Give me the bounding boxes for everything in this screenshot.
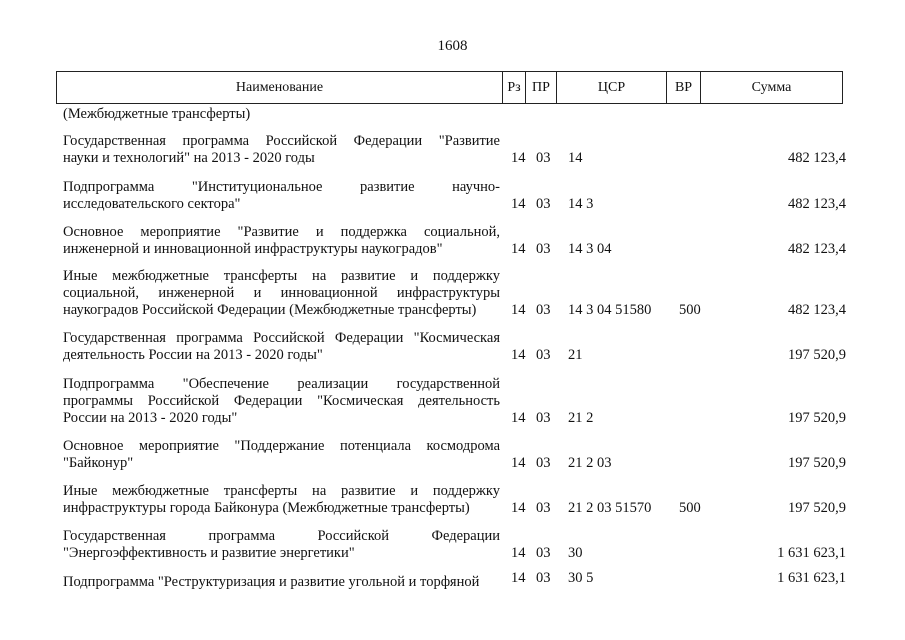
row-name-line: Государственная программа Российской Федерации "Космическая <box>63 330 500 346</box>
row-csr: 21 <box>568 347 583 363</box>
row-name-line: Подпрограмма "Обеспечение реализации государственной <box>63 376 500 392</box>
page-number: 1608 <box>437 38 468 54</box>
row-sum: 482 123,4 <box>788 241 846 257</box>
row-name <box>63 438 500 472</box>
row-name-line: инженерной и инновационной инфраструктуры наукоградов" <box>63 241 443 257</box>
row-name-line: инфраструктуры города Байконура (Межбюджетные трансферты) <box>63 500 470 516</box>
row-vr: 500 <box>679 500 701 516</box>
row-name-line: наукоградов Российской Федерации (Межбюджетные трансферты) <box>63 302 477 318</box>
row-pr: 03 <box>536 545 551 561</box>
row-vr: 500 <box>679 302 701 318</box>
continuation-label: (Межбюджетные трансферты) <box>63 106 251 122</box>
row-name <box>63 224 500 258</box>
row-name-line: Подпрограмма "Реструктуризация и развитие угольной и торфяной <box>63 574 480 590</box>
row-name <box>63 133 500 167</box>
row-name-line: Иные межбюджетные трансферты на развитие и поддержку <box>63 483 500 499</box>
row-pr: 03 <box>536 455 551 471</box>
row-rz: 14 <box>511 545 526 561</box>
row-name-line: Государственная программа Российской Федерации <box>63 528 500 544</box>
row-rz: 14 <box>511 196 526 212</box>
row-name-line: Иные межбюджетные трансферты на развитие и поддержку <box>63 268 500 284</box>
row-name-line: исследовательского сектора" <box>63 196 241 212</box>
row-name-line: науки и технологий" на 2013 - 2020 годы <box>63 150 315 166</box>
header-rz: Рз <box>503 72 526 104</box>
row-name <box>63 528 500 562</box>
row-name-line: программы Российской Федерации "Космическая деятельность <box>63 393 500 409</box>
row-name-line: социальной, инженерной и инновационной инфраструктуры <box>63 285 500 301</box>
row-csr: 21 2 <box>568 410 594 426</box>
row-pr: 03 <box>536 570 551 586</box>
row-name <box>63 268 500 319</box>
row-pr: 03 <box>536 241 551 257</box>
row-rz: 14 <box>511 150 526 166</box>
row-name-line: Основное мероприятие "Поддержание потенциала космодрома <box>63 438 500 454</box>
row-sum: 197 520,9 <box>788 500 846 516</box>
row-name <box>63 574 500 591</box>
row-name-line: Основное мероприятие "Развитие и поддержка социальной, <box>63 224 500 240</box>
row-sum: 197 520,9 <box>788 455 846 471</box>
row-pr: 03 <box>536 302 551 318</box>
row-sum: 482 123,4 <box>788 302 846 318</box>
row-csr: 30 <box>568 545 583 561</box>
row-pr: 03 <box>536 347 551 363</box>
row-rz: 14 <box>511 570 526 586</box>
row-sum: 482 123,4 <box>788 150 846 166</box>
header-name: Наименование <box>57 72 503 104</box>
row-name <box>63 376 500 427</box>
row-csr: 21 2 03 <box>568 455 612 471</box>
row-rz: 14 <box>511 241 526 257</box>
row-rz: 14 <box>511 455 526 471</box>
row-sum: 482 123,4 <box>788 196 846 212</box>
row-pr: 03 <box>536 150 551 166</box>
row-csr: 30 5 <box>568 570 594 586</box>
row-name-line: "Байконур" <box>63 455 134 471</box>
row-pr: 03 <box>536 410 551 426</box>
row-rz: 14 <box>511 500 526 516</box>
row-name <box>63 330 500 364</box>
header-sum: Сумма <box>701 72 843 104</box>
row-name-line: России на 2013 - 2020 годы" <box>63 410 238 426</box>
row-name-line: Подпрограмма "Институциональное развитие научно- <box>63 179 500 195</box>
row-rz: 14 <box>511 302 526 318</box>
row-csr: 14 3 04 <box>568 241 612 257</box>
row-sum: 1 631 623,1 <box>777 570 846 586</box>
row-name <box>63 483 500 517</box>
row-pr: 03 <box>536 500 551 516</box>
row-rz: 14 <box>511 347 526 363</box>
header-vr: ВР <box>667 72 701 104</box>
row-rz: 14 <box>511 410 526 426</box>
row-csr: 14 3 <box>568 196 594 212</box>
row-sum: 1 631 623,1 <box>777 545 846 561</box>
row-csr: 14 3 04 51580 <box>568 302 652 318</box>
row-name-line: деятельность России на 2013 - 2020 годы" <box>63 347 323 363</box>
row-csr: 21 2 03 51570 <box>568 500 652 516</box>
row-sum: 197 520,9 <box>788 347 846 363</box>
header-pr: ПР <box>526 72 557 104</box>
row-csr: 14 <box>568 150 583 166</box>
header-csr: ЦСР <box>557 72 667 104</box>
row-sum: 197 520,9 <box>788 410 846 426</box>
row-name <box>63 179 500 213</box>
table-header <box>56 71 843 104</box>
row-pr: 03 <box>536 196 551 212</box>
row-name-line: "Энергоэффективность и развитие энергетики" <box>63 545 355 561</box>
row-name-line: Государственная программа Российской Федерации "Развитие <box>63 133 500 149</box>
